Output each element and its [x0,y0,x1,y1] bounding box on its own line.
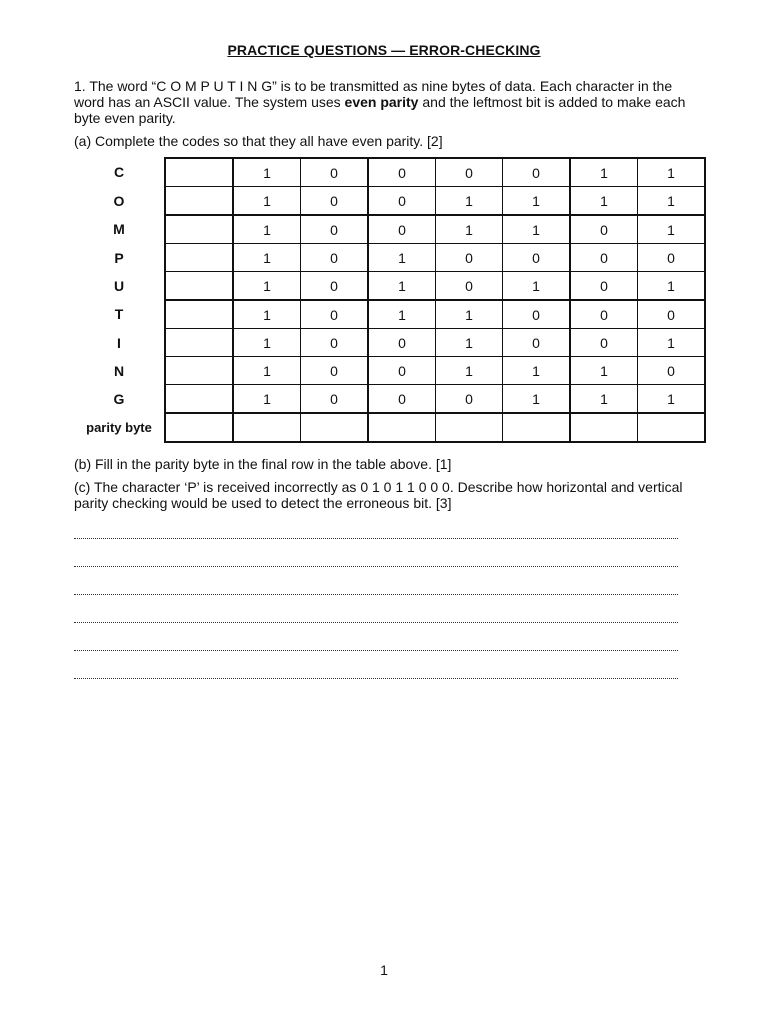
table-row [74,272,705,301]
bit-cell: 1 [233,244,301,272]
answer-line[interactable] [74,521,678,549]
bit-cell: 0 [368,357,436,385]
row-label: I [117,334,121,351]
bit-cell: 0 [368,385,436,414]
answer-bit-cell[interactable] [165,158,233,187]
bit-cell: 1 [436,187,503,216]
bit-cell: 0 [368,215,436,244]
answer-line[interactable] [74,605,678,633]
bit-cell: 0 [436,158,503,187]
bit-cell: 1 [503,272,571,301]
bit-cell: 1 [503,215,571,244]
bit-cell: 0 [301,300,369,329]
bit-cell: 0 [503,158,571,187]
table-row [74,215,705,244]
bit-cell: 1 [436,329,503,357]
answer-line[interactable] [74,549,678,577]
row-label: N [113,362,125,379]
bit-cell: 1 [436,357,503,385]
bit-cell: 1 [368,244,436,272]
bit-cell: 1 [503,357,571,385]
table-row [74,329,705,357]
bit-cell: 1 [570,158,638,187]
row-label: M [113,221,125,238]
answer-bit-cell[interactable] [165,187,233,216]
row-label: P [114,249,124,266]
bit-cell: 1 [638,385,706,414]
bit-cell: 0 [638,300,706,329]
question-1b: (b) Fill in the parity byte in the final row in the table above. [1] [74,456,452,472]
bit-cell: 0 [301,215,369,244]
bit-cell: 0 [638,357,706,385]
bit-cell: 1 [638,215,706,244]
row-label: C [113,164,125,181]
table-row [74,300,705,329]
bit-cell: 1 [503,187,571,216]
table-row [74,385,705,414]
bit-cell: 1 [233,187,301,216]
bit-cell: 1 [233,385,301,414]
bit-cell: 0 [368,187,436,216]
table-row [74,158,705,187]
answer-bit-cell[interactable] [368,413,436,442]
answer-bit-cell[interactable] [165,300,233,329]
row-label: O [113,192,125,209]
intro-bold-text: even parity [344,94,419,110]
answer-bit-cell[interactable] [165,329,233,357]
answer-line[interactable] [74,661,678,689]
bit-cell: 0 [436,244,503,272]
table-row [74,244,705,272]
bit-cell: 1 [436,300,503,329]
bit-cell: 0 [570,329,638,357]
bit-cell: 0 [368,158,436,187]
table-row [74,357,705,385]
answer-bit-cell[interactable] [165,385,233,414]
bit-cell: 1 [233,300,301,329]
bit-cell: 1 [503,385,571,414]
bit-cell: 0 [638,244,706,272]
answer-bit-cell[interactable] [165,357,233,385]
bit-cell: 0 [301,329,369,357]
parity-table [74,157,706,443]
page-number: 1 [380,962,388,978]
bit-cell: 0 [301,272,369,301]
bit-cell: 1 [570,385,638,414]
bit-cell: 0 [503,329,571,357]
answer-line[interactable] [74,633,678,661]
bit-cell: 1 [233,158,301,187]
row-label: parity byte [86,420,152,435]
bit-cell: 1 [638,329,706,357]
answer-bit-cell[interactable] [638,413,706,442]
answer-line[interactable] [74,577,678,605]
bit-cell: 1 [233,329,301,357]
bit-cell: 0 [301,244,369,272]
answer-bit-cell[interactable] [436,413,503,442]
bit-cell: 0 [301,158,369,187]
intro-text-2: and the leftmost bit is added to make each byte even parity. [74,94,686,126]
table-row [74,187,705,216]
bit-cell: 0 [301,187,369,216]
bit-cell: 0 [570,244,638,272]
bit-cell: 1 [368,300,436,329]
answer-bit-cell[interactable] [570,413,638,442]
question-1c: (c) The character ‘P’ is received incorrectly as 0 1 0 1 1 0 0 0. Describe how horizontal and vertical parity checking would be used to detect the erroneous bit. [3] [74,479,683,511]
intro-text-1: 1. The word “C O M P U T I N G” is to be transmitted as nine bytes of data. Each character in the word has an ASCII value. The system uses [74,78,673,110]
bit-cell: 0 [570,272,638,301]
bit-cell: 0 [301,357,369,385]
bit-cell: 1 [570,357,638,385]
bit-cell: 1 [638,158,706,187]
bit-cell: 1 [233,215,301,244]
bit-cell: 1 [233,272,301,301]
page-title: PRACTICE QUESTIONS — ERROR-CHECKING [227,42,541,58]
bit-cell: 0 [436,385,503,414]
answer-bit-cell[interactable] [165,413,233,442]
bit-cell: 1 [638,272,706,301]
bit-cell: 1 [233,357,301,385]
answer-bit-cell[interactable] [301,413,369,442]
row-label: T [114,306,124,323]
question-1a: (a) Complete the codes so that they all have even parity. [2] [74,133,443,149]
answer-bit-cell[interactable] [233,413,301,442]
answer-bit-cell[interactable] [165,215,233,244]
answer-bit-cell[interactable] [165,244,233,272]
bit-cell: 1 [570,187,638,216]
bit-cell: 1 [638,187,706,216]
parity-table-container [74,157,706,443]
bit-cell: 0 [570,215,638,244]
question-1-intro [74,78,704,126]
bit-cell: 1 [368,272,436,301]
bit-cell: 0 [368,329,436,357]
bit-cell: 0 [301,385,369,414]
bit-cell: 1 [436,215,503,244]
row-label: G [113,390,125,407]
answer-bit-cell[interactable] [503,413,571,442]
bit-cell: 0 [436,272,503,301]
bit-cell: 0 [503,244,571,272]
bit-cell: 0 [570,300,638,329]
parity-byte-row [74,413,705,442]
answer-bit-cell[interactable] [165,272,233,301]
bit-cell: 0 [503,300,571,329]
row-label: U [113,277,125,294]
answer-lines [74,521,678,689]
